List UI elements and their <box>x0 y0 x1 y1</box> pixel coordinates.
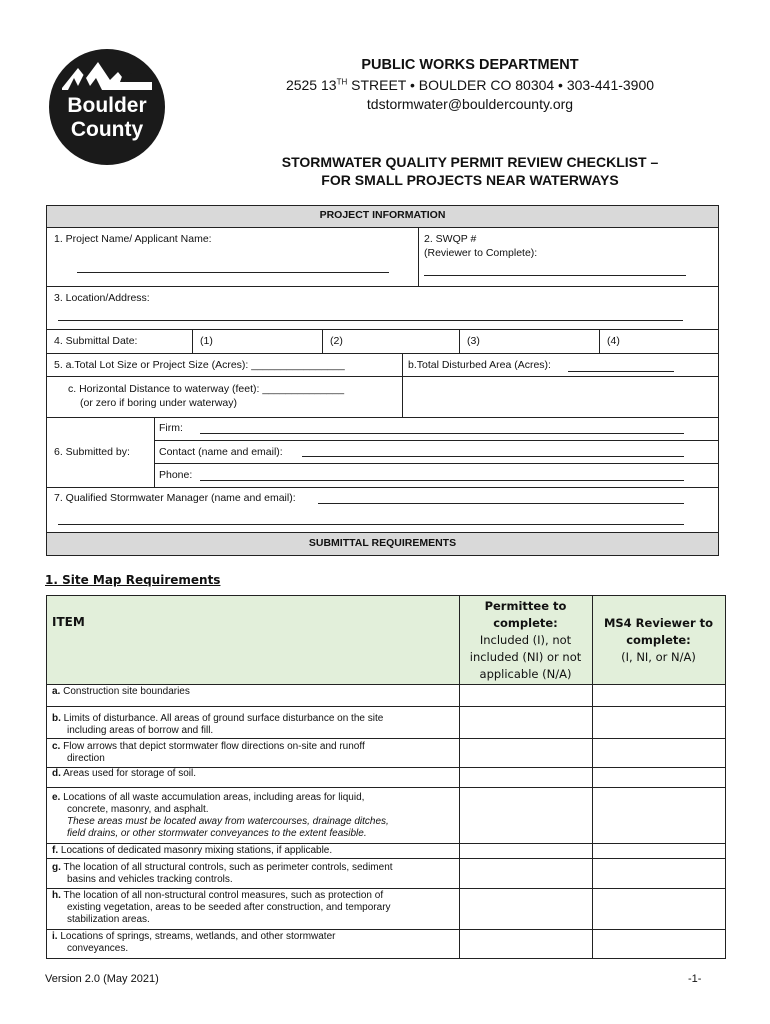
department-name: PUBLIC WORKS DEPARTMENT <box>361 57 579 73</box>
firm-label: Firm: <box>159 422 183 434</box>
table-row: c. Flow arrows that depict stormwater flow directions on-site and runoff direction <box>52 741 365 764</box>
boulder-county-logo <box>48 48 166 166</box>
table-row: d. Areas used for storage of soil. <box>52 768 196 779</box>
distance-label[interactable]: c. Horizontal Distance to waterway (feet): ______________ <box>68 383 345 395</box>
table-row: a. Construction site boundaries <box>52 686 190 697</box>
submittal-date-2[interactable]: (2) <box>330 335 343 347</box>
table-row: h. The location of all non-structural control measures, such as protection of existing vegetation, areas to be seeded after construction, and temporary stabilization areas. <box>52 890 391 925</box>
submittal-date-4[interactable]: (4) <box>607 335 620 347</box>
disturbed-area-field[interactable] <box>568 371 674 372</box>
swqp-label: 2. SWQP # <box>424 233 477 245</box>
column-header-permittee: Permittee to complete: Included (I), not included (NI) or not applicable (N/A) <box>469 599 582 681</box>
logo-line2: County <box>70 118 144 141</box>
table-row: i. Locations of springs, streams, wetlands, and other stormwater conveyances. <box>52 931 336 954</box>
location-field[interactable] <box>58 320 683 321</box>
phone-field[interactable] <box>200 480 684 481</box>
firm-field[interactable] <box>200 433 684 434</box>
swqp-field[interactable] <box>424 275 686 276</box>
table-row: g. The location of all structural controls, such as perimeter controls, sediment basins and vehicles tracking controls. <box>52 862 393 885</box>
project-name-label: 1. Project Name/ Applicant Name: <box>54 233 212 245</box>
swqp-sublabel: (Reviewer to Complete): <box>424 247 538 259</box>
mountain-tree-logo-icon <box>48 48 166 166</box>
lot-size-label[interactable]: 5. a.Total Lot Size or Project Size (Acres): ________________ <box>54 359 345 371</box>
site-map-heading: 1. Site Map Requirements <box>45 573 221 587</box>
qsm-field[interactable] <box>318 503 684 504</box>
contact-field[interactable] <box>302 456 684 457</box>
department-email[interactable]: tdstormwater@bouldercounty.org <box>366 96 574 112</box>
table-row: b. Limits of disturbance. All areas of ground surface disturbance on the site including areas of borrow and fill. <box>52 713 384 736</box>
qsm-field-line2[interactable] <box>58 524 684 525</box>
submittal-date-3[interactable]: (3) <box>467 335 480 347</box>
logo-line1: Boulder <box>67 94 147 117</box>
contact-label: Contact (name and email): <box>159 446 283 458</box>
submittal-requirements-heading: SUBMITTAL REQUIREMENTS <box>308 537 457 549</box>
disturbed-area-label: b.Total Disturbed Area (Acres): <box>408 359 551 371</box>
table-row: e. Locations of all waste accumulation areas, including areas for liquid, concrete, masonry, and asphalt. These areas must be located away from watercourses, drainage ditches, field drains, or other stormwater conveyances to the extent feasible. <box>52 792 389 839</box>
submitted-by-label: 6. Submitted by: <box>54 446 130 458</box>
qsm-label: 7. Qualified Stormwater Manager (name and email): <box>54 492 296 504</box>
column-header-item: ITEM <box>52 615 85 629</box>
page-number: -1- <box>688 973 702 985</box>
phone-label: Phone: <box>159 469 193 481</box>
version-label: Version 2.0 (May 2021) <box>45 973 159 985</box>
document-title: STORMWATER QUALITY PERMIT REVIEW CHECKLIST – FOR SMALL PROJECTS NEAR WATERWAYS <box>281 154 659 188</box>
submittal-date-1[interactable]: (1) <box>200 335 213 347</box>
distance-sublabel: (or zero if boring under waterway) <box>80 397 237 409</box>
table-row: f. Locations of dedicated masonry mixing stations, if applicable. <box>52 845 333 856</box>
department-address: 2525 13TH STREET • BOULDER CO 80304 • 303-441-3900 <box>285 77 655 93</box>
submittal-date-label: 4. Submittal Date: <box>54 335 138 347</box>
column-header-reviewer: MS4 Reviewer to complete: (I, NI, or N/A) <box>603 616 714 664</box>
project-information-heading: PROJECT INFORMATION <box>319 209 446 221</box>
project-name-field[interactable] <box>77 272 389 273</box>
location-label: 3. Location/Address: <box>54 292 150 304</box>
